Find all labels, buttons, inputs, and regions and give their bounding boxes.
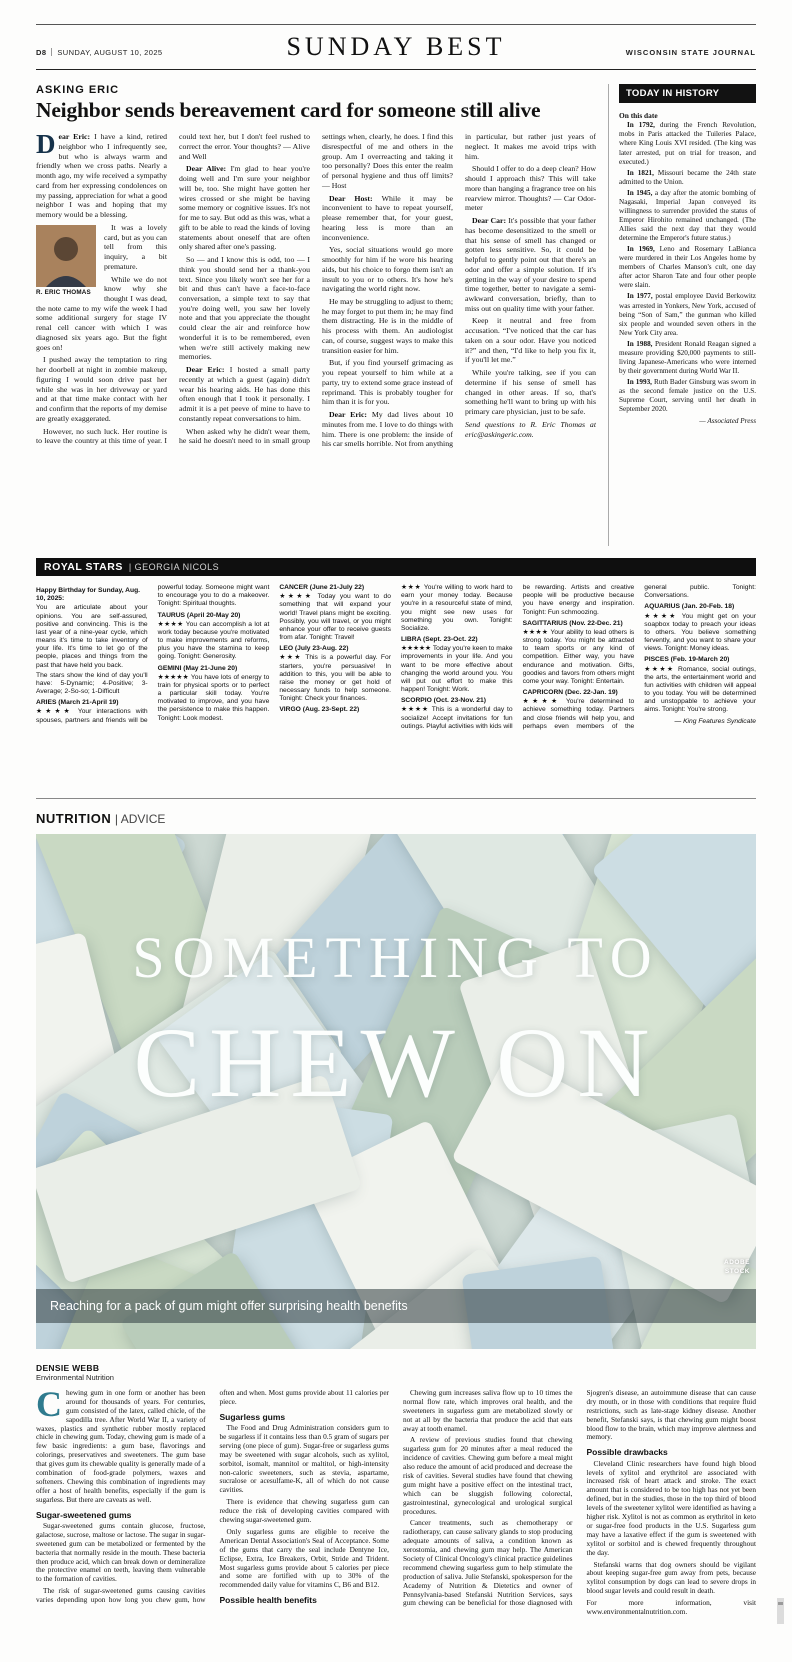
newspaper-page xyxy=(0,24,792,1629)
paragraph: While we do not know why she thought I was dead, the note came to my wife the week I had some additional surgery for stage IV renal cell cancer with which I was diagnosed six years ago. But the fight goes on! xyxy=(36,274,167,352)
paragraph: — Associated Press xyxy=(699,417,756,426)
paragraph: In 1977, postal employee David Berkowitz was arrested in Yonkers, New York, accused of being “Son of Sam,” the gunman who killed six people and wounded seven others in the New York City area. xyxy=(619,292,756,337)
paragraph-text: hewing gum in one form or another has been around for thousands of years. For centuries, gum consisted of the latex, called chicle, of the sapodilla tree. After World War II, a variety of waxes, plastics and synthetic rubber mostly replaced chicle in chewing gum. Today, chewing gum is made of a few basic ingredients: a gum base, flavorings and colorings, preservatives and sweeteners. The gum base that gives gum its chewable quality is generally made of a combination of food-grade polymers, waxes and softeners. Chewing this combination of ingredients may offer a host of health benefits, especially if the gum is sugarless. But there are caveats as well. xyxy=(36,1389,206,1504)
asking-eric-section xyxy=(36,76,596,546)
paragraph: Dear Eric: I hosted a small party recently at which a guest (again) didn't wear his hearing aids. He has done this often enough that I took it personally. I admit it is a pet peeve of mine to have to constantly repeat conversations to him. xyxy=(179,365,310,423)
author-photo xyxy=(36,225,96,287)
paragraph: LEO (July 23-Aug. 22) xyxy=(279,645,349,653)
paragraph: ★★★★ You might get on your soapbox today to preach your ideas to others. You believe something fervently, and you want to share your views. Tonight: Money ideas. xyxy=(644,612,756,653)
paragraph: Keep it neutral and free from accusation. “I've noticed that the car has taken on a sour odor. Have you noticed it?” and then, “I'd like to help you fix it, if you'll let me.” xyxy=(465,316,596,365)
paragraph: ★★★★ Romance, social outings, the arts, the entertainment world and fun activities with children will appeal to you today. You will be determined and unstoppable to achieve your aims. Tonight: You're strong. xyxy=(644,665,756,714)
paragraph: ★★★★ This is a wonderful day to socialize! Accept invitations for fun outings. Playful activities with kids will be rewarding. Artists and creative people will be productive because you have energy and inspiration. Tonight: Fun schmoozing. xyxy=(400,584,635,730)
hero-caption: Reaching for a pack of gum might offer surprising health benefits xyxy=(36,1289,756,1323)
paragraph: You are articulate about your opinions. You are self-assured, positive and convincing. This is the last year of a nine-year cycle, which means it's time to take inventory of your life. It's time to let go of the people, places and things from the past that have held you back. xyxy=(36,604,148,669)
byline-block xyxy=(36,1363,756,1382)
section-rule xyxy=(36,798,756,799)
paragraph xyxy=(36,1389,206,1505)
royal-stars-title: ROYAL STARS xyxy=(44,561,123,573)
royal-stars-author: | GEORGIA NICOLS xyxy=(128,562,220,572)
paragraph: ★★★★★ You have lots of energy to train for physical sports or to perfect a particular skill today. You're motivated to improve, and you have the persistence to make this happen. Tonight: Look modest. xyxy=(157,673,270,722)
masthead xyxy=(36,24,756,70)
photo-credit-line1: ADOBE xyxy=(724,1259,750,1267)
asking-eric-body xyxy=(36,132,596,530)
asking-eric-kicker: ASKING ERIC xyxy=(36,84,120,96)
paragraph xyxy=(36,132,167,220)
question-lead: ear Eric: xyxy=(58,132,91,142)
photo-credit xyxy=(724,1259,750,1277)
paragraph: Dear Alive: I'm glad to hear you're doing well and I'm sure your neighbor will be, too. She might have gotten her wires crossed or she might be having some memory or cognitive issues. It's not for me to say. But odd as this was, what a gift to be able to read the kinds of loving statements about oneself that are often only shared after one's passing. xyxy=(179,164,310,252)
paragraph: Yes, social situations would go more smoothly for him if he wore his hearing aids, but his choice to forgo them isn't an insult to you or to others. It's how he's navigating the world right now. xyxy=(322,245,453,294)
paragraph: Sugar-sweetened gums xyxy=(36,1509,132,1520)
hero-image xyxy=(36,834,756,1349)
paragraph: AQUARIUS (Jan. 20-Feb. 18) xyxy=(644,603,735,611)
photo-credit-line2: STOCK xyxy=(724,1268,750,1276)
nutrition-kicker-sub: | ADVICE xyxy=(114,812,166,826)
paragraph: Dear Host: While it may be inconvenient to have to repeat yourself, please remember that, for your guest, hearing less is more than an inconvenience. xyxy=(322,193,454,242)
drop-cap: C xyxy=(36,1389,62,1424)
hero-title-line2: CHEW ON xyxy=(133,1007,659,1118)
today-in-history-body xyxy=(619,103,756,546)
paragraph: SCORPIO (Oct. 23-Nov. 21) xyxy=(400,697,486,705)
paragraph: However, no such luck. Her routine is to leave the country at this time of year. I could text her, but I don't feel rushed to correct the error. Your thoughts? — Alive and Well xyxy=(36,132,310,446)
divider xyxy=(51,48,52,56)
paragraph: Should I offer to do a deep clean? How should I approach this? This will take more than hanging a fragrance tree on his rearview mirror. Thoughts? — Car Odor-meter xyxy=(465,164,596,213)
paragraph: In 1993, Ruth Bader Ginsburg was sworn in as the second female justice on the U.S. Supreme Court, serving until her death in September 2020. xyxy=(619,378,756,414)
paragraph: PISCES (Feb. 19-March 20) xyxy=(644,656,730,664)
paragraph: Possible drawbacks xyxy=(586,1447,668,1458)
print-registration-mark xyxy=(777,1598,784,1624)
paragraph: Dear Car: It's possible that your father has become desensitized to the smell or that his sense of smell has changed or gotten less sensitive. So, it could be helpful to gently point out that there's an odor and offer a simple solution. If it's getting in the way of your desire to spend time together, better to navigate a semi-awkward conversation, briefly, than to miss out on quality time with your father. xyxy=(465,216,596,313)
page-number: D8 xyxy=(36,48,47,57)
paragraph: There is evidence that chewing sugarless gum can reduce the risk of developing cavities compared with chewing sugar-sweetened gum. xyxy=(219,1497,389,1525)
paragraph: Cleveland Clinic researchers have found high blood levels of xylitol and erythritol are associated with increased risk of heart attack and stroke. The exact amount that is considered to be too high has not yet been defined, but in the studies, those in the top third of blood levels of the sweetener xylitol were identified as having a higher risk. Xylitol is not as common as erythritol in keto or sugar-free food products in the U.S. Sugarless gum may have a laxative effect if the gum is sweetened with xylitol or sorbitol and is chewed frequently throughout the day. xyxy=(586,1458,756,1557)
paragraph: GEMINI (May 21-June 20) xyxy=(157,664,238,672)
paragraph: In 1945, a day after the atomic bombing of Nagasaki, Imperial Japan conveyed its willingness to surrender provided the status of Emperor Hirohito remained unchanged. (The Allies said the next day that they would determine the Emperor's future status.) xyxy=(619,188,756,243)
paragraph: ★★★ You're willing to work hard to earn your money today. Because you're in a resourceful state of mind, you might see new uses for something you own. Tonight: Socialize. xyxy=(400,584,513,632)
hero-title-line1: SOMETHING TO xyxy=(132,925,660,990)
paragraph: In 1969, Leno and Rosemary LaBianca were murdered in their Los Angeles home by members of Charles Manson's cult, one day after actor Sharon Tate and four other people were slain. xyxy=(619,245,756,290)
paragraph: Happy Birthday for Sunday, Aug. 10, 2025: xyxy=(36,587,141,603)
paragraph-text: I have a kind, retired neighbor who I infrequently see, but who is always warm and friendly when we cross paths. Nearly a month ago, my wife received a sympathy card from her expressing condolences on my passing, appreciation for what a good neighbor I was and hoping that my memory would be a blessing. xyxy=(36,132,167,220)
paragraph: The stars show the kind of day you'll have: 5-Dynamic; 4-Positive; 3-Average; 2-So-so; 1-Difficult xyxy=(36,671,148,696)
paragraph: But, if you find yourself grimacing as you repeat yourself to him while at a party, try to extend some grace instead of reprimand. This is probably tougher for him than it is for you. xyxy=(322,358,453,407)
royal-stars-band xyxy=(36,558,756,576)
paragraph: ARIES (March 21-April 19) xyxy=(36,699,119,707)
nutrition-kicker: NUTRITION xyxy=(36,811,112,826)
author-name: R. ERIC THOMAS xyxy=(36,288,91,296)
byline-author: DENSIE WEBB xyxy=(36,1363,100,1373)
paragraph: CANCER (June 21-July 22) xyxy=(279,584,365,591)
paragraph: It was a lovely card, but as you can tell from this inquiry, a bit premature. xyxy=(104,222,167,271)
paragraph: — King Features Syndicate xyxy=(674,717,756,725)
nutrition-section xyxy=(36,811,756,1629)
paragraph: In 1988, President Ronald Reagan signed a measure providing $20,000 payments to still-living Japanese-Americans who were interned by their government during World War II. xyxy=(619,339,756,375)
paragraph: Only sugarless gums are eligible to receive the American Dental Association's Seal of Acceptance. Some of the gums that carry the seal include Dentyne Ice, Eclipse, Extra, Ice Breakers, Orbit, Stride and Trident. Most sugarless gums provide about 5 calories per piece and some are fortified with up to 30% of the recommended daily value for vitamins C, B6 and B12. xyxy=(219,1526,389,1590)
today-in-history-header: TODAY IN HISTORY xyxy=(619,84,756,103)
paragraph: VIRGO (Aug. 23-Sept. 22) xyxy=(279,706,360,714)
paragraph: LIBRA (Sept. 23-Oct. 22) xyxy=(400,636,478,644)
paragraph: Possible health benefits xyxy=(219,1595,317,1606)
paragraph: For more information, visit www.environmentalnutrition.com. xyxy=(586,1598,756,1616)
paragraph: TAURUS (April 20-May 20) xyxy=(157,611,241,619)
paragraph: ★★★★ You can accomplish a lot at work today because you're motivated to make improvements and reforms, plus you have the stamina to keep going. Tonight: Generosity. xyxy=(157,620,270,661)
paragraph: When asked why he didn't wear them, he said he doesn't need to in small group settings when, clearly, he does. I find this disrespectful of me and others in the group. Am I overreacting and taking it too personally? Does this enter the realm of personal hygiene and thus off limits? — Host xyxy=(179,132,453,446)
paragraph: Stefanski warns that dog owners should be vigilant about keeping sugar-free gum away from pets, because xylitol consumption by dogs can lead to severe drops in blood sugar levels and could result in death. xyxy=(586,1559,756,1596)
paragraph: SAGITTARIUS (Nov. 22-Dec. 21) xyxy=(522,619,623,627)
drop-cap: D xyxy=(36,132,56,160)
paragraph: Send questions to R. Eric Thomas at eric@askingeric.com. xyxy=(465,419,596,439)
paragraph: ★★★★ Your ability to lead others is strong today. You might be attracted to team sports or any kind of competition. Either way, you have endurance and motivation. Gifts, goodies and favors from others might come your way. Tonight: Entertain. xyxy=(522,628,635,685)
royal-stars-section xyxy=(36,558,756,799)
paragraph: ★★★★ You're determined to achieve something today. Partners and close friends will help you, and perhaps even members of the general public. Tonight: Conversations. xyxy=(522,584,756,730)
paragraph: ★★★★★ Today you're keen to make improvements in your life. And you want to be more effective about changing the world around you. You will put out effort to make this happen! Tonight: Work. xyxy=(400,645,513,694)
paragraph: He may be struggling to adjust to them; he may forget to put them in; he may find them distracting. He is in the middle of his process with them. An audiologist can, of course, suggest ways to make this transition easier for him. xyxy=(322,296,453,355)
section-title: SUNDAY BEST xyxy=(286,32,506,61)
author-photo-block xyxy=(36,225,98,297)
hero-title xyxy=(36,924,756,1120)
paragraph: So — and I know this is odd, too — I think you should send her a thank-you text. Since you likely won't see her for a bit and thus can't have a face-to-face conversation, a simple text to say that you're doing well, you saw her lovely note and that you appreciate the thought could clear the air and reinforce how wonderful it is to be remembered, even when we're still actively making new memories. xyxy=(179,255,310,362)
paragraph: Dear Eric: My dad lives about 10 minutes from me. I love to do things with him. There is one problem: the inside of his car smells horrible. Not from anything in particular, but rather just years of neglect. It makes me avoid trips with him. xyxy=(322,132,596,449)
author-portrait-art xyxy=(36,225,96,287)
paragraph: In 1792, during the French Revolution, mobs in Paris attacked the Tuileries Palace, where King Louis XVI resided. (The king was later arrested, put on trial for treason, and executed.) xyxy=(619,121,756,166)
edition-date: SUNDAY, AUGUST 10, 2025 xyxy=(57,48,163,57)
paragraph: Sugar-sweetened gums contain glucose, fructose, galactose, sucrose, maltose or lactose. The sugar in sugar-sweetened gum can be metabolized or fermented by the bacteria that normally reside in the mouth. These bacteria then produce acid, which can break down or demineralize the protective enamel on teeth, leaving them vulnerable to the formation of cavities. xyxy=(36,1520,206,1584)
page-info xyxy=(36,48,268,57)
paper-name: WISCONSIN STATE JOURNAL xyxy=(625,48,756,57)
paragraph: ★★★ This is a powerful day. For starters, you're persuasive! In addition to this, you will be able to raise the money or get hold of necessary funds to help someone. Tonight: Check your finances. xyxy=(279,654,391,703)
paragraph: Sugarless gums xyxy=(219,1411,286,1422)
today-in-history xyxy=(608,84,756,546)
paragraph: In 1821, Missouri became the 24th state admitted to the Union. xyxy=(619,168,756,186)
paragraph: The Food and Drug Administration considers gum to be sugarless if it contains less than 0.5 gram of sugars per serving (one piece of gum). Sugar-free or sugarless gums may be sweetened with sugar alcohols, such as xylitol, sorbitol, isomalt, mannitol or maltitol, or high-intensity non-caloric sweeteners, such as stevia, aspartame, sucralose or acesulfame-K, all of which do not cause cavities. xyxy=(219,1423,389,1495)
paragraph: The risk of sugar-sweetened gums causing cavities varies depending upon how long you chew gum, how often and when. Most gums provide about 11 calories per piece. xyxy=(36,1389,389,1605)
top-section xyxy=(36,76,756,546)
paragraph: CAPRICORN (Dec. 22-Jan. 19) xyxy=(522,689,618,697)
asking-eric-headline: Neighbor sends bereavement card for someone still alive xyxy=(36,98,541,122)
paragraph: I pushed away the temptation to ring her doorbell at night in zombie makeup, figuring I would soon drive past her while she was in her driveway or yard and at that time make contact with her and confirm that the reports of my demise are greatly exaggerated. xyxy=(36,355,167,423)
horoscope-columns xyxy=(36,584,756,792)
nutrition-body xyxy=(36,1389,756,1629)
paragraph: ★★★★ Your interactions with spouses, partners and friends will be powerful today. Someone might want to encourage you to do a makeover. Tonight: Spiritual thoughts. xyxy=(36,584,270,724)
paragraph: ★★★★ Today you want to do something that will expand your world! Travel plans might be exciting. Possibly, you will travel, or you might enhance your offer to receive guests from afar. Tonight: Travel! xyxy=(279,593,391,642)
paragraph: On this date xyxy=(619,111,658,120)
paragraph: While you're talking, see if you can determine if his sense of smell has changed in other areas. If so, that's something he'll want to bring up with his primary care physician, just to be safe. xyxy=(465,368,596,417)
byline-organization: Environmental Nutrition xyxy=(36,1373,114,1382)
paragraph: Chewing gum increases saliva flow up to 10 times the normal flow rate, which improves oral health, and the sweeteners in sugarless gum are metabolized slowly or not at all by the bacteria that produce the acid that eats away at tooth enamel. xyxy=(403,1389,573,1433)
paragraph: Cancer treatments, such as chemotherapy or radiotherapy, can cause salivary glands to stop producing adequate amounts of saliva, a condition known as xerostomia, and chewing gum may help. The American Society of Clinical Oncology's clinical practice guidelines recommend chewing sugarless gum to help stimulate the production of saliva. Julie Stefanski, spokesperson for the Academy of Nutrition & Dietetics and owner of Pennsylvania-based Stefanski Nutrition Services, says gum chewing can be beneficial for those diagnosed with Sjogren's disease, an autoimmune disease that can cause dry mouth, or in those with conditions that require fluid restrictions, such as late-stage kidney disease. Another benefit, Stefanski says, is that chewing gum might boost blood flow to the brain, which may improve alertness and memory. xyxy=(403,1389,756,1608)
nutrition-kicker-row xyxy=(36,811,756,826)
paragraph: A review of previous studies found that chewing sugarless gum for 20 minutes after a meal reduced the incidence of cavities. Chewing gum before a meal might also reduce the amount of acid produced and decrease the risk of cavities. Several studies have found that chewing gum might have a positive effect on the intestinal tract, which can be sluggish following colorectal, gastrointestinal, gynecological and urological surgical procedures. xyxy=(403,1435,573,1516)
